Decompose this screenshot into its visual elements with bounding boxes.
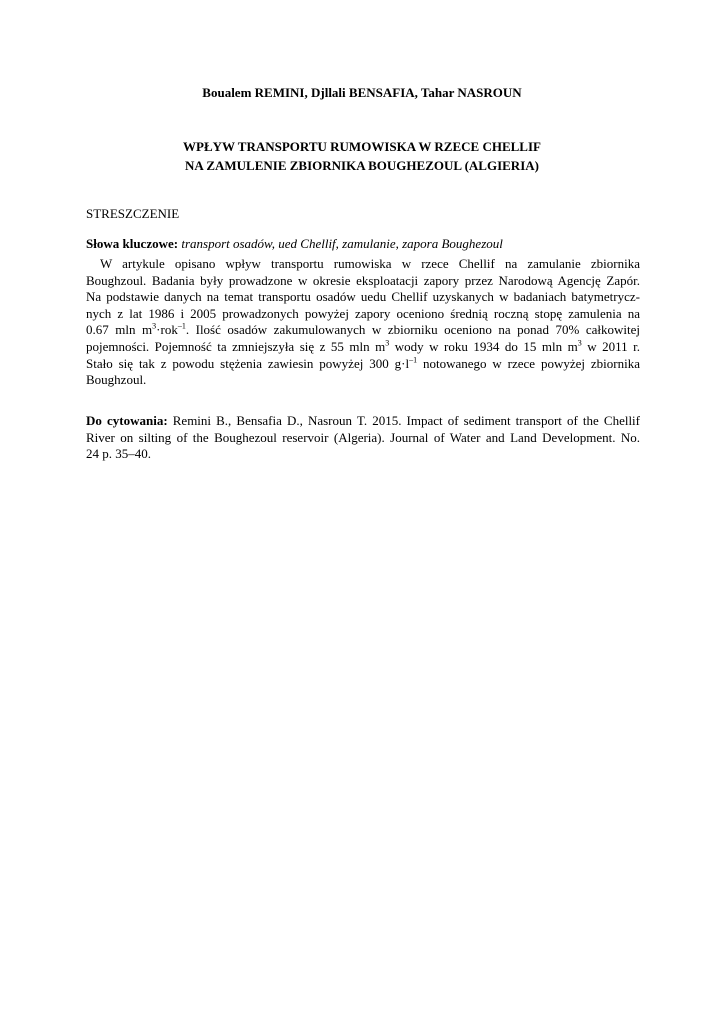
keywords-text: transport osadów, ued Chellif, zamulanie, zapora Boughezoul: [181, 236, 503, 251]
citation-text: Remini B., Bensafia D., Nasroun T. 2015. Impact of sediment transport of the Chellif: [167, 413, 641, 428]
article-title: [0, 137, 724, 175]
citation-label: Do cytowania:: [86, 413, 168, 428]
abstract-line: Boughzoul.: [86, 372, 147, 388]
superscript: 3: [152, 322, 157, 332]
keywords-label: Słowa kluczowe:: [86, 236, 179, 251]
text-run: wody w roku 1934 do 15 mln m: [389, 338, 578, 354]
abstract-line: [86, 322, 640, 339]
text-run: ·rok: [156, 322, 178, 338]
text-run: 0.67 mln m: [86, 322, 153, 338]
text-run: pojemności. Pojemność ta zmniejszyła się z 55 mln m: [86, 338, 386, 354]
citation-block: [86, 413, 640, 463]
superscript: –1: [409, 355, 418, 365]
text-run: notowanego w rzece powyżej zbiornika: [417, 355, 640, 371]
abstract-line: nych z lat 1986 i 2005 prowadzonych powyżej zapory oceniono średnią roczną stopę zamulenia na: [86, 305, 640, 321]
superscript: 3: [385, 338, 390, 348]
abstract-heading: STRESZCZENIE: [86, 206, 180, 221]
keywords: [86, 236, 640, 252]
text-run: w 2011 r.: [581, 338, 640, 354]
text-run: Stało się tak z powodu stężenia zawiesin powyżej 300 g·l: [86, 355, 410, 371]
article-title-line-1: WPŁYW TRANSPORTU RUMOWISKA W RZECE CHELLIF: [183, 139, 541, 154]
citation-line: [86, 413, 640, 430]
abstract-line: Na podstawie danych na temat transportu osadów uedu Chellif uzyskanych w badaniach batymetrycz-: [86, 289, 640, 305]
abstract-line: Boughzoul. Badania były prowadzone w okresie eksploatacji zapory przez Narodową Agencję Zapór.: [86, 272, 640, 288]
superscript: –1: [177, 322, 186, 332]
citation-line: River on silting of the Boughezoul reservoir (Algeria). Journal of Water and Land Development. No.: [86, 429, 640, 445]
article-title-line-2: NA ZAMULENIE ZBIORNIKA BOUGHEZOUL (ALGIERIA): [185, 158, 539, 173]
abstract-line: [86, 356, 640, 373]
author-list: Boualem REMINI, Djllali BENSAFIA, Tahar NASROUN: [202, 85, 522, 100]
abstract-body: [86, 256, 640, 389]
superscript: 3: [577, 338, 582, 348]
citation-line: 24 p. 35–40.: [86, 446, 151, 462]
abstract-line: W artykule opisano wpływ transportu rumowiska w rzece Chellif na zamulanie zbiornika: [100, 256, 640, 271]
text-run: . Ilość osadów zakumulowanych w zbiorniku oceniono na ponad 70% całkowitej: [185, 322, 640, 338]
abstract-line: [86, 339, 640, 356]
